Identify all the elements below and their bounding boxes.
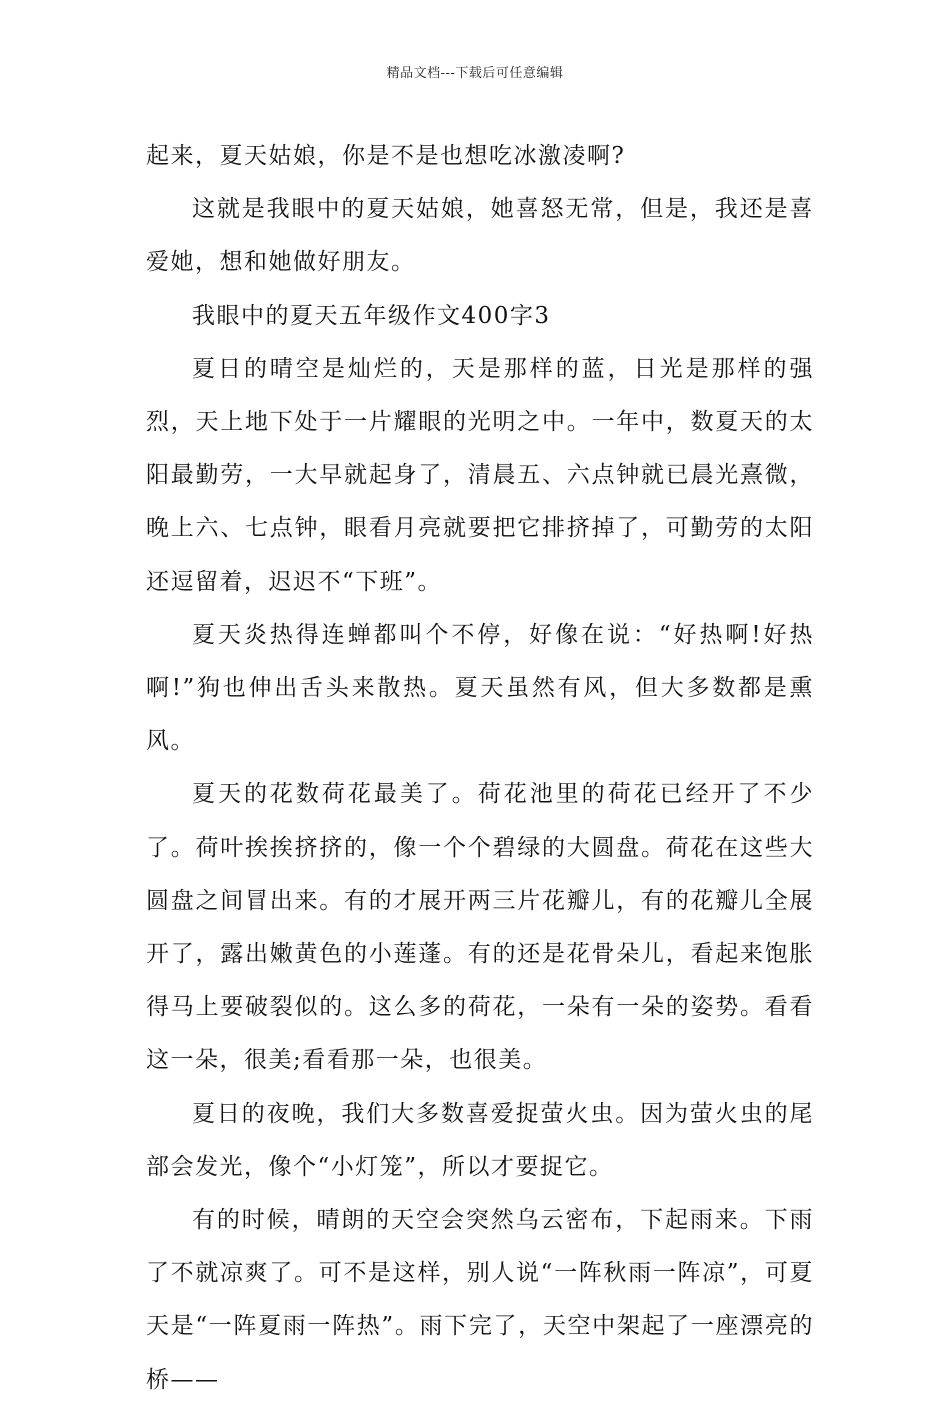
paragraph-7: 有的时候，晴朗的天空会突然乌云密布，下起雨来。下雨了不就凉爽了。可不是这样，别人说“一阵秋雨一阵凉”，可夏天是“一阵夏雨一阵热”。雨下完了，天空中架起了一座漂亮的桥—— [146, 1207, 814, 1393]
paragraph-2: 这就是我眼中的夏天姑娘，她喜怒无常，但是，我还是喜爱她，想和她做好朋友。 [146, 196, 814, 276]
paragraph-1: 起来，夏天姑娘，你是不是也想吃冰激凌啊? [146, 143, 626, 169]
paragraph-6: 夏日的夜晚，我们大多数喜爱捉萤火虫。因为萤火虫的尾部会发光，像个“小灯笼”，所以才要捉它。 [146, 1100, 814, 1180]
page-header: 精品文档---下载后可任意编辑 [386, 66, 564, 81]
paragraph-5: 夏天的花数荷花最美了。荷花池里的荷花已经开了不少了。荷叶挨挨挤挤的，像一个个碧绿的大圆盘。荷花在这些大圆盘之间冒出来。有的才展开两三片花瓣儿，有的花瓣儿全展开了，露出嫩黄色的小莲蓬。有的还是花骨朵儿，看起来饱胀得马上要破裂似的。这么多的荷花，一朵有一朵的姿势。看看这一朵，很美;看看那一朵，也很美。 [146, 781, 814, 1074]
article-body [146, 130, 814, 1407]
paragraph-3: 夏日的晴空是灿烂的，天是那样的蓝，日光是那样的强烈，天上地下处于一片耀眼的光明之中。一年中，数夏天的太阳最勤劳，一大早就起身了，清晨五、六点钟就已晨光熹微，晚上六、七点钟，眼看月亮就要把它排挤掉了，可勤劳的太阳还逗留着，迟迟不“下班”。 [146, 355, 814, 595]
paragraph-4: 夏天炎热得连蝉都叫个不停，好像在说：“好热啊!好热啊!”狗也伸出舌头来散热。夏天虽然有风，但大多数都是熏风。 [146, 621, 814, 755]
article-title: 我眼中的夏天五年级作文400字3 [192, 302, 551, 329]
